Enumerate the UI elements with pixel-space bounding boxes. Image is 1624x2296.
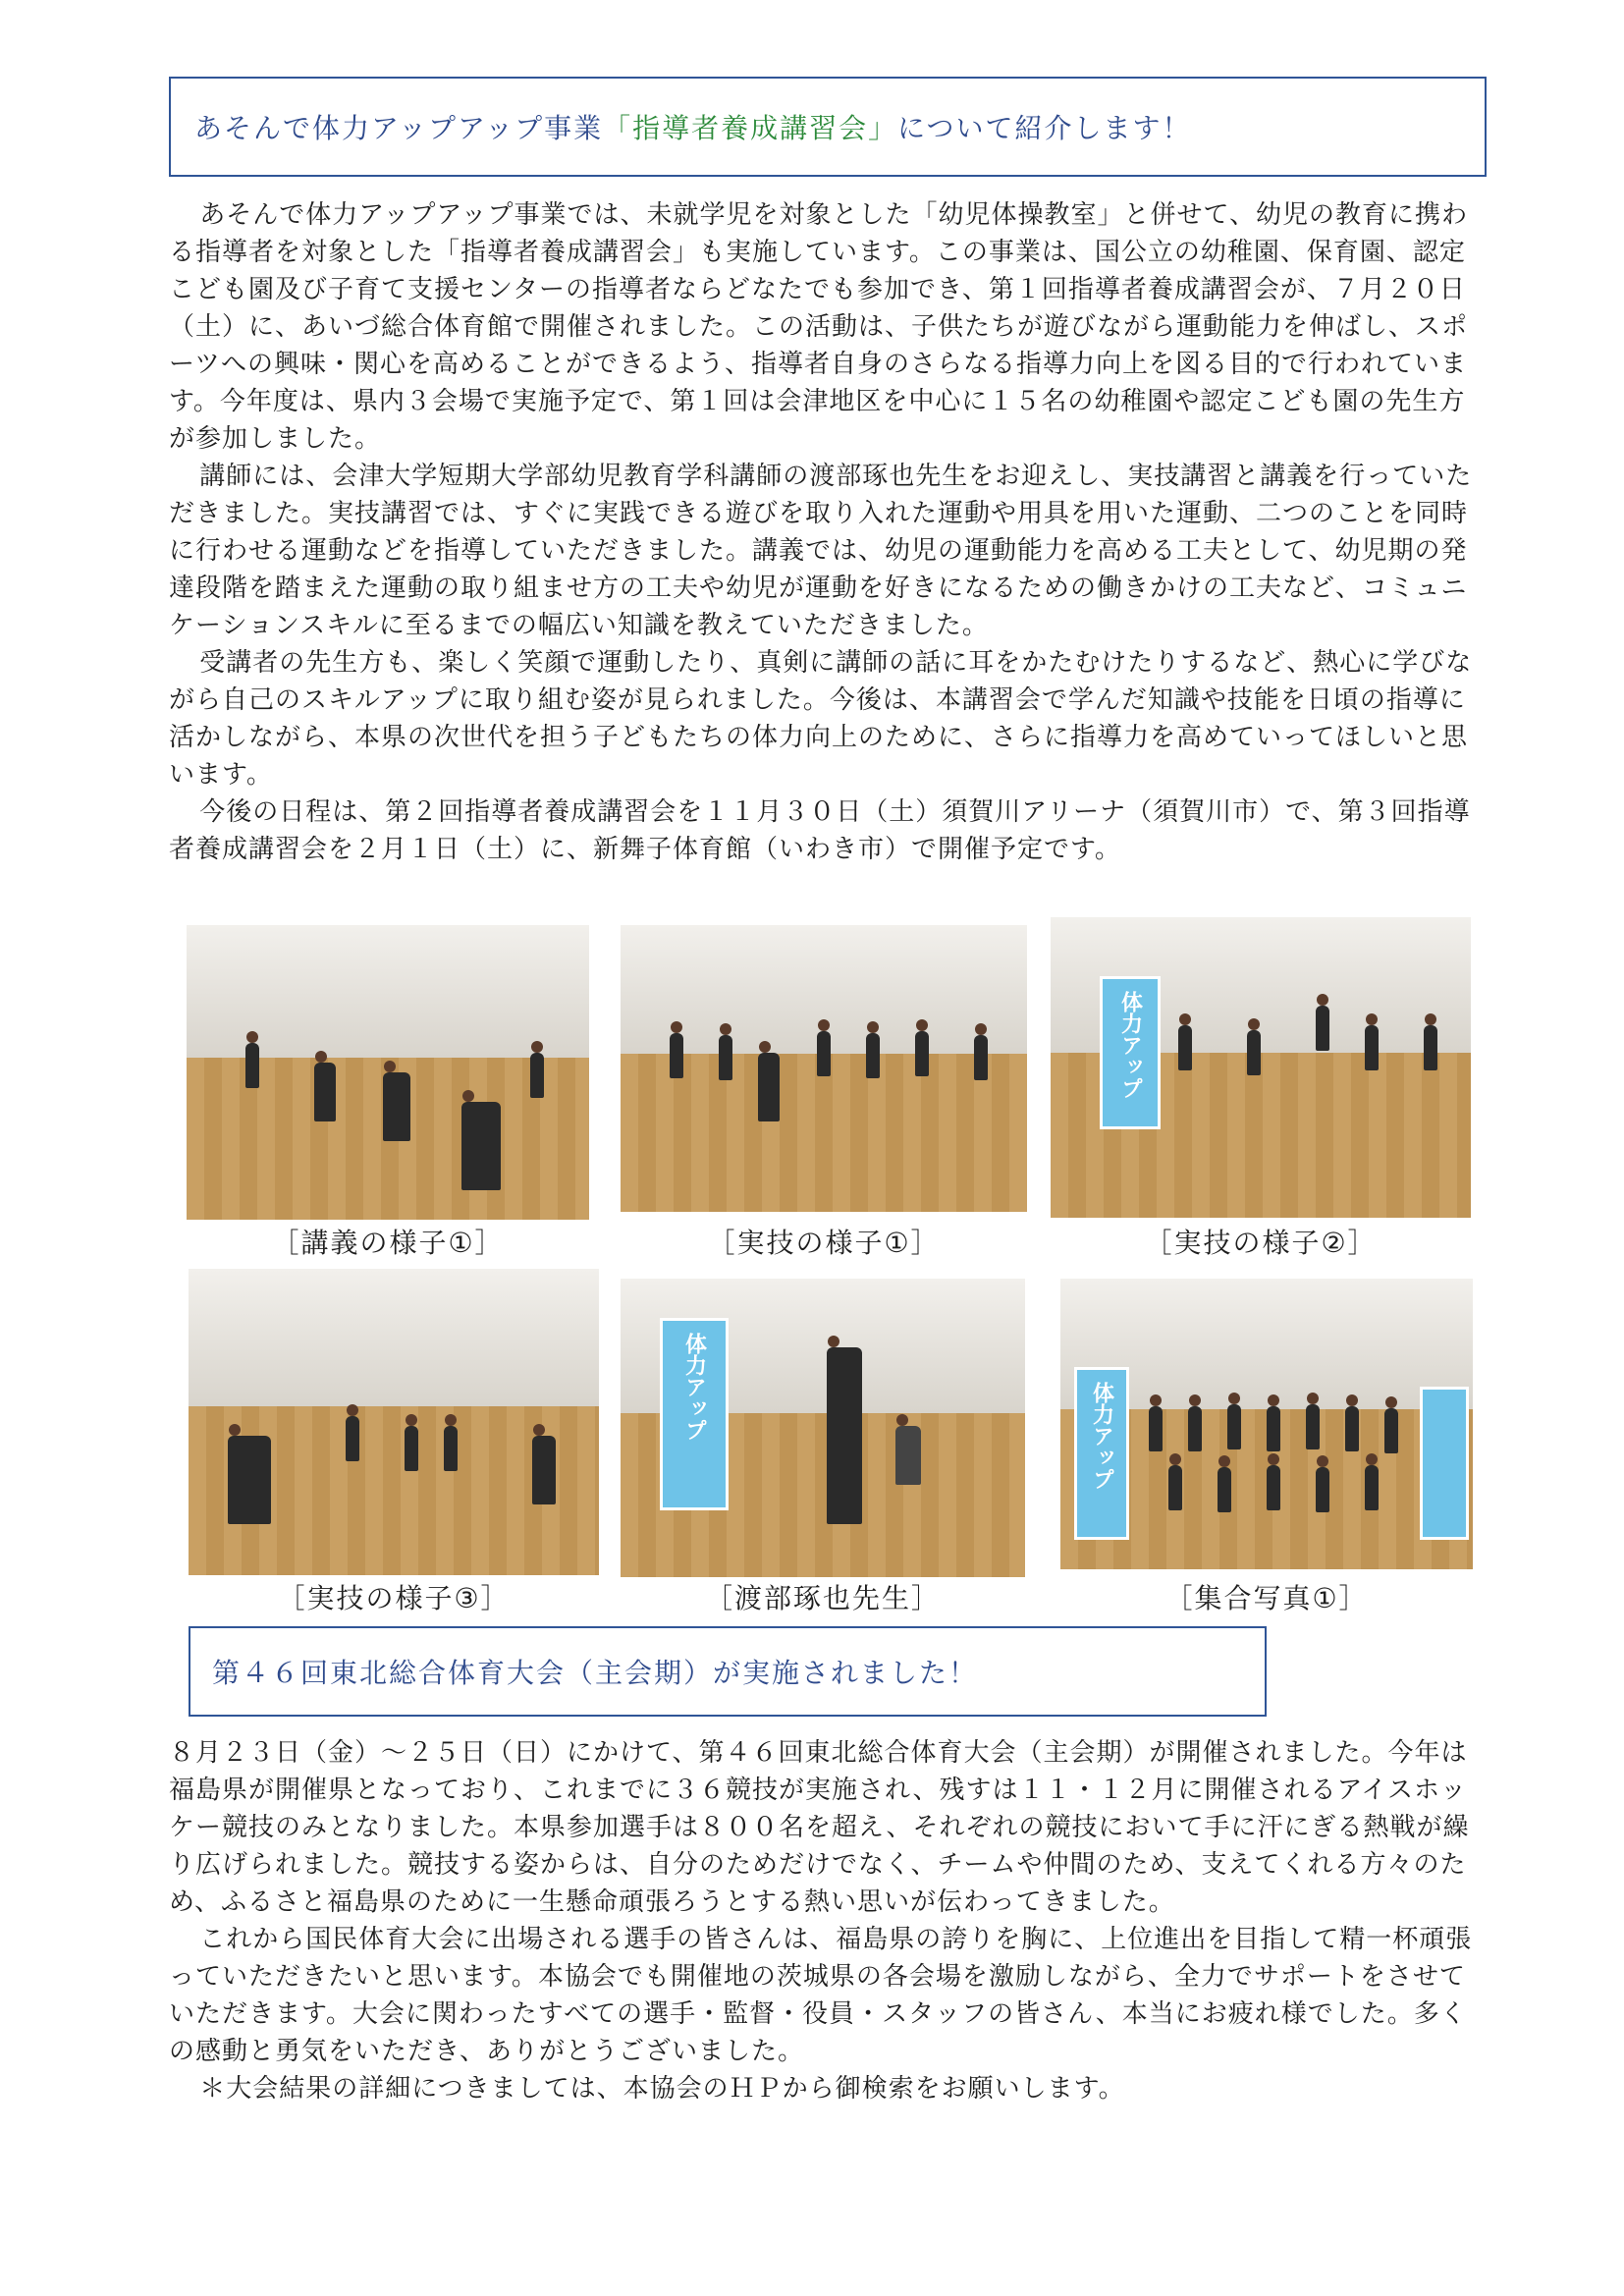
- section1-paragraph: 講師には、会津大学短期大学部幼児教育学科講師の渡部琢也先生をお迎えし、実技講習と講義を行っていただきました。実技講習では、すぐに実践できる遊びを取り入れた運動や用具を用いた運動、二つのことを同時に行わせる運動などを指導していただきました。講義では、幼児の運動能力を高める工夫として、幼児期の発達段階を踏まえた運動の取り組ませ方の工夫や幼児が運動を好きになるための働きかけの工夫など、コミュニケーションスキルに至るまでの幅広い知識を教えていただきました。: [169, 462, 1473, 640]
- photo-caption: ［集合写真①］: [1164, 1582, 1369, 1614]
- section1-title-prefix: あそんで体力アップアップ事業: [194, 112, 604, 144]
- photo-lecture-1: [187, 925, 589, 1220]
- section2-title: 第４６回東北総合体育大会（主会期）が実施されました！: [212, 1657, 979, 1689]
- section1-title-box: [169, 77, 1487, 177]
- photo-practice-1: [621, 925, 1027, 1212]
- section1-paragraph: 受講者の先生方も、楽しく笑顔で運動したり、真剣に講師の話に耳をかたむけたりするなど、熱心に学びながら自己のスキルアップに取り組む姿が見られました。今後は、本講習会で学んだ知識や技能を日頃の指導に活かしながら、本県の次世代を担う子どもたちの体力向上のために、さらに指導力を高めていってほしいと思います。: [169, 648, 1473, 790]
- section2-body: [169, 1734, 1489, 2107]
- photo-caption: ［講義の様子①］: [271, 1227, 505, 1259]
- banner-text: 体力アップ: [1117, 991, 1143, 1099]
- section1-title-suffix: について紹介します！: [897, 112, 1192, 144]
- section1-body: [169, 196, 1489, 868]
- section2-note: ＊大会結果の詳細につきましては、本協会のＨＰから御検索をお願いします。: [199, 2074, 1125, 2104]
- photo-instructor: 体力アップ: [621, 1279, 1025, 1577]
- section1-paragraph: 今後の日程は、第２回指導者養成講習会を１１月３０日（土）須賀川アリーナ（須賀川市）で、第３回指導者養成講習会を２月１日（土）に、新舞子体育館（いわき市）で開催予定です。: [169, 797, 1471, 864]
- section2-paragraph: これから国民体育大会に出場される選手の皆さんは、福島県の誇りを胸に、上位進出を目指して精一杯頑張っていただきたいと思います。本協会でも開催地の茨城県の各会場を激励しながら、全力でサポートをさせていただきます。大会に関わったすべての選手・監督・役員・スタッフの皆さん、本当にお疲れ様でした。多くの感動と勇気をいただき、ありがとうございました。: [169, 1925, 1473, 2066]
- section1-title-highlight: 「指導者養成講習会」: [603, 112, 898, 144]
- photo-caption: ［実技の様子③］: [277, 1582, 511, 1614]
- section2-paragraph: ８月２３日（金）～２５日（日）にかけて、第４６回東北総合体育大会（主会期）が開催されました。今年は福島県が開催県となっており、これまでに３６競技が実施され、残すは１１・１２月に開催されるアイスホッケー競技のみとなりました。本県参加選手は８００名を超え、それぞれの競技において手に汗にぎる熱戦が繰り広げられました。競技する姿からは、自分のためだけでなく、チームや仲間のため、支えてくれる方々のため、ふるさと福島県のために一生懸命頑張ろうとする熱い思いが伝わってきました。: [169, 1738, 1470, 1917]
- section2-title-box: [189, 1626, 1267, 1717]
- photo-group: 体力アップ: [1060, 1279, 1473, 1569]
- photo-caption: ［実技の様子②］: [1144, 1227, 1378, 1259]
- photo-caption: ［渡部琢也先生］: [704, 1582, 941, 1614]
- section1-paragraph: あそんで体力アップアップ事業では、未就学児を対象とした「幼児体操教室」と併せて、幼児の教育に携わる指導者を対象とした「指導者養成講習会」も実施しています。この事業は、国公立の幼稚園、保育園、認定こども園及び子育て支援センターの指導者ならどなたでも参加でき、第１回指導者養成講習会が、７月２０日（土）に、あいづ総合体育館で開催されました。この活動は、子供たちが遊びながら運動能力を伸ばし、スポーツへの興味・関心を高めることができるよう、指導者自身のさらなる指導力向上を図る目的で行われています。今年度は、県内３会場で実施予定で、第１回は会津地区を中心に１５名の幼稚園や認定こども園の先生方が参加しました。: [169, 200, 1469, 454]
- photo-practice-2: [1051, 917, 1471, 1218]
- photo-caption: ［実技の様子①］: [707, 1227, 941, 1259]
- photo-practice-3: [189, 1269, 599, 1575]
